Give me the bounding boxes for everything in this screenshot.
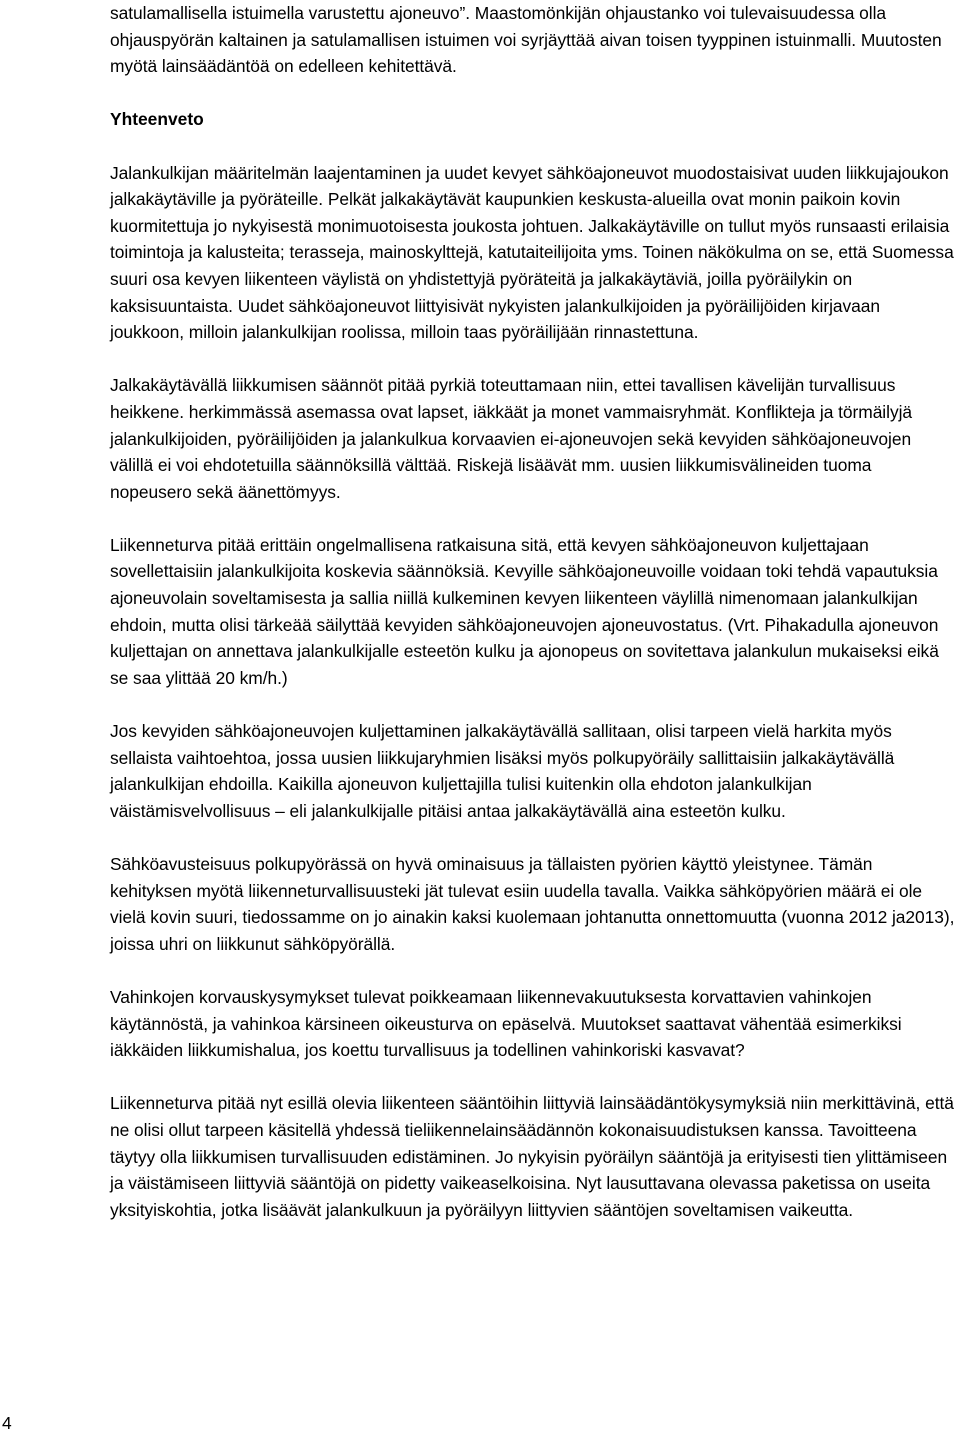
paragraph-2: Jalkakäytävällä liikkumisen säännöt pitää pyrkiä toteuttamaan niin, ettei tavallisen kävelijän turvallisuus heikkene. herkimmässä asemassa ovat lapset, iäkkäät ja monet vammaisryhmät. Konflikteja ja törmäilyjä jalankulkijoiden, pyöräilijöiden ja jalankulkua korvaavien ei-ajoneuvojen sekä kevyiden sähköajoneuvojen välillä ei voi ehdotetuilla säännöksillä välttää. Riskejä lisäävät mm. uusien liikkumisvälineiden tuoma nopeusero sekä äänettömyys. <box>110 375 913 502</box>
page-number: 4 <box>2 1413 12 1433</box>
section-heading: Yhteenveto <box>110 109 204 130</box>
paragraph-3: Liikenneturva pitää erittäin ongelmallisena ratkaisuna sitä, että kevyen sähköajoneuvon kuljettajaan sovellettaisiin jalankulkijoita koskevia säännöksiä. Kevyille sähköajoneuvoille voidaan toki tehdä vapautuksia ajoneuvolain soveltamisesta ja sallia niillä kulkeminen kevyen liikenteen väylillä nimenomaan jalankulkijan ehdoin, mutta olisi tärkeää säilyttää kevyiden sähköajoneuvojen ajoneuvostatus. (Vrt. Pihakadulla ajoneuvon kuljettajan on annettava jalankulkijalle esteetön kulku ja ajonopeus on sovitettava jalankulun mukaiseksi eikä se saa ylittää 20 km/h.) <box>110 534 939 688</box>
paragraph-7: Liikenneturva pitää nyt esillä olevia liikenteen sääntöihin liittyviä lainsäädäntökysymyksiä niin merkittävinä, että ne olisi ollut tarpeen käsitellä yhdessä tieliikennelainsäädännön kokonaisuudistuksen kanssa. Tavoitteena täytyy olla liikkumisen turvallisuuden edistäminen. Jo nykyisin pyöräilyn sääntöjä ja erityisesti tien ylittämiseen ja väistämiseen liittyviä sääntöjä on pidetty vaikeaselkoisina. Nyt lausuttavana olevassa paketissa on useita yksityiskohtia, jotka lisäävät jalankulkuun ja pyöräilyyn liittyvien sääntöjen soveltamisen vaikeutta. <box>110 1093 954 1220</box>
paragraph-5: Sähköavusteisuus polkupyörässä on hyvä ominaisuus ja tällaisten pyörien käyttö yleistynee. Tämän kehityksen myötä liikenneturvallisuusteki jät tulevat esiin uudella tavalla. Vaikka sähköpyörien määrä ei ole vielä kovin suuri, tiedossamme on jo ainakin kaksi kuolemaan johtanutta onnettomuutta (vuonna 2012 ja2013), joissa uhri on liikkunut sähköpyörällä. <box>110 854 955 954</box>
paragraph-4: Jos kevyiden sähköajoneuvojen kuljettaminen jalkakäytävällä sallitaan, olisi tarpeen vielä harkita myös sellaista vaihtoehtoa, jossa uusien liikkujaryhmien lisäksi myös polkupyöräily sallittaisiin jalkakäytävällä jalankulkijan ehdoilla. Kaikilla ajoneuvon kuljettajilla tulisi kuitenkin olla ehdoton jalankulkijan väistämisvelvollisuus – eli jalankulkijalle pitäisi antaa jalkakäytävällä aina esteetön kulku. <box>110 721 895 821</box>
paragraph-1: Jalankulkijan määritelmän laajentaminen ja uudet kevyet sähköajoneuvot muodostaisivat uuden liikkujajoukon jalkakäytäville ja pyöräteille. Pelkät jalkakäytävät kaupunkien keskusta-alueilla ovat monin paikoin kovin kuormitettuja jo nykyisestä monimuotoisesta joukosta johtuen. Jalkakäytäville on tullut myös runsaasti erilaisia toimintoja ja kalusteita; terasseja, mainoskylttejä, katutaiteilijoita yms. Toinen näkökulma on se, että Suomessa suuri osa kevyen liikenteen väylistä on yhdistettyjä pyöräteitä ja jalkakäytäviä, joilla pyöräilykin on kaksisuuntaista. Uudet sähköajoneuvot liittyisivät nykyisten jalankulkijoiden ja pyöräilijöiden kirjavaan joukkoon, milloin jalankulkijan roolissa, milloin taas pyöräilijään rinnastettuna. <box>110 162 954 343</box>
paragraph-6: Vahinkojen korvauskysymykset tulevat poikkeamaan liikennevakuutuksesta korvattavien vahinkojen käytännöstä, ja vahinkoa kärsineen oikeusturva on epäselvä. Muutokset saattavat vähentää esimerkiksi iäkkäiden liikkumishalua, jos koettu turvallisuus ja todellinen vahinkoriski kasvavat? <box>110 986 902 1061</box>
intro-paragraph: satulamallisella istuimella varustettu ajoneuvo”. Maastomönkijän ohjaustanko voi tulevaisuudessa olla ohjauspyörän kaltainen ja satulamallisen istuimen voi syrjäyttää aivan toisen tyyppinen istuinmalli. Muutosten myötä lainsäädäntöä on edelleen kehitettävä. <box>110 3 942 77</box>
document-body <box>110 0 955 1223</box>
